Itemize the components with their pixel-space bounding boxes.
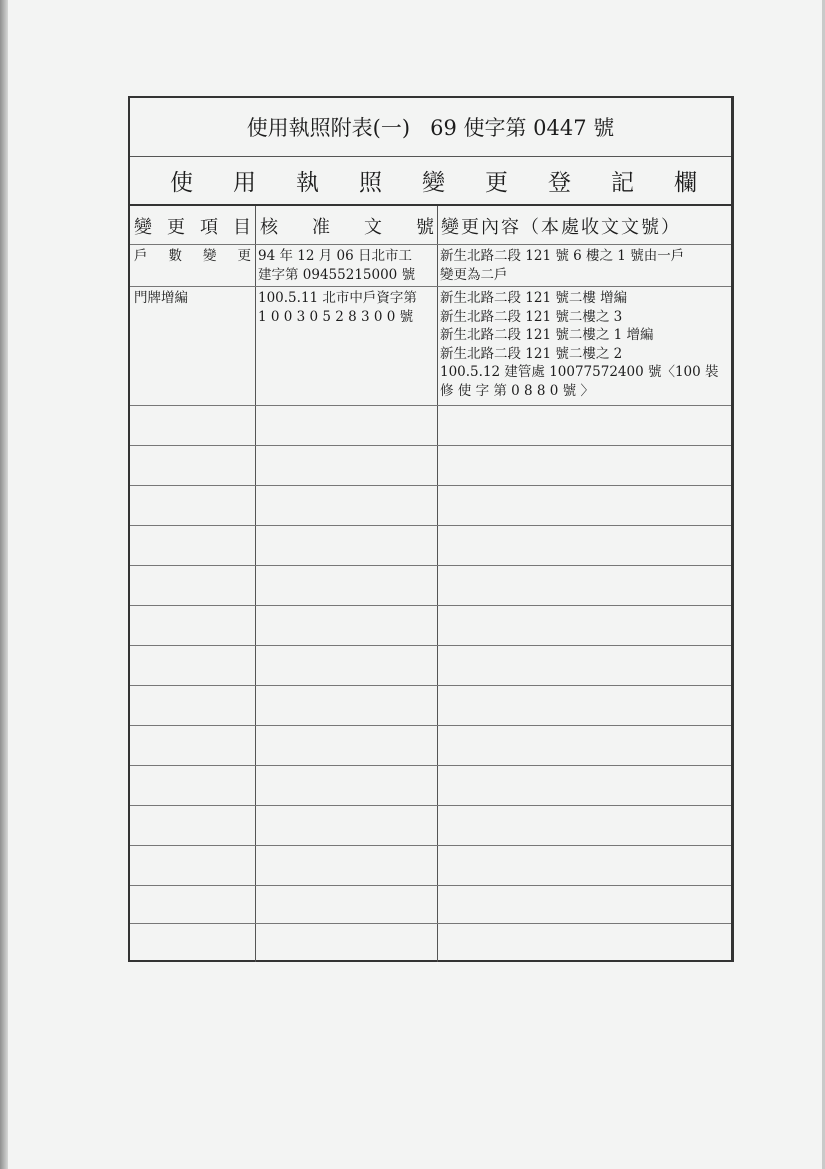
row1-approval-no: 94 年 12 月 06 日北市工 建字第 09455215000 號 bbox=[258, 248, 416, 283]
row-rule bbox=[130, 923, 731, 924]
row2-change-content: 新生北路二段 121 號二樓 增編 新生北路二段 121 號二樓之 3 新生北路二段 121 號二樓之 1 增編 新生北路二段 121 號二樓之 2 100.5.12 建管處 10077572400 號〈100 裝 修 使 字 第 0 8 8 0 號 〉 bbox=[440, 290, 719, 399]
row-rule bbox=[130, 244, 731, 245]
row2-approval-no: 100.5.11 北市中戶資字第 1 0 0 3 0 5 2 8 3 0 0 號 bbox=[258, 290, 417, 325]
scan-edge-left bbox=[0, 0, 8, 1169]
subtitle-char: 照 bbox=[359, 169, 382, 196]
subtitle-char: 使 bbox=[170, 169, 193, 196]
row-rule bbox=[130, 445, 731, 446]
row-rule bbox=[130, 286, 731, 287]
subtitle-char: 記 bbox=[611, 169, 634, 196]
row-rule bbox=[130, 805, 731, 806]
header-change-item: 變 更 項 目 bbox=[134, 217, 251, 238]
row-rule bbox=[130, 485, 731, 486]
row-rule bbox=[130, 885, 731, 886]
row2-change-item: 門牌增編 bbox=[134, 290, 188, 306]
subtitle-char: 登 bbox=[548, 169, 571, 196]
row-rule bbox=[130, 765, 731, 766]
row-rule bbox=[130, 845, 731, 846]
row-rule bbox=[130, 405, 731, 406]
subtitle-char: 欄 bbox=[674, 169, 697, 196]
row-rule bbox=[130, 685, 731, 686]
form-title: 使用執照附表(一) 69 使字第 0447 號 bbox=[130, 98, 731, 157]
subtitle-char: 用 bbox=[233, 169, 256, 196]
row-rule bbox=[130, 725, 731, 726]
row-rule bbox=[130, 605, 731, 606]
column-divider bbox=[437, 206, 438, 962]
header-approval-no: 核 准 文 號 bbox=[260, 217, 434, 238]
subtitle-char: 執 bbox=[296, 169, 319, 196]
column-divider bbox=[255, 206, 256, 962]
form-subtitle bbox=[130, 156, 731, 206]
subtitle-char: 變 bbox=[422, 169, 445, 196]
header-change-content: 變更內容（本處收文文號） bbox=[441, 217, 681, 238]
row-rule bbox=[130, 525, 731, 526]
row-rule bbox=[130, 565, 731, 566]
row-rule bbox=[130, 645, 731, 646]
row1-change-content: 新生北路二段 121 號 6 樓之 1 號由一戶 變更為二戶 bbox=[440, 248, 685, 283]
subtitle-char: 更 bbox=[485, 169, 508, 196]
usage-license-form bbox=[128, 96, 734, 962]
row1-change-item: 戶 數 變 更 bbox=[134, 248, 251, 264]
